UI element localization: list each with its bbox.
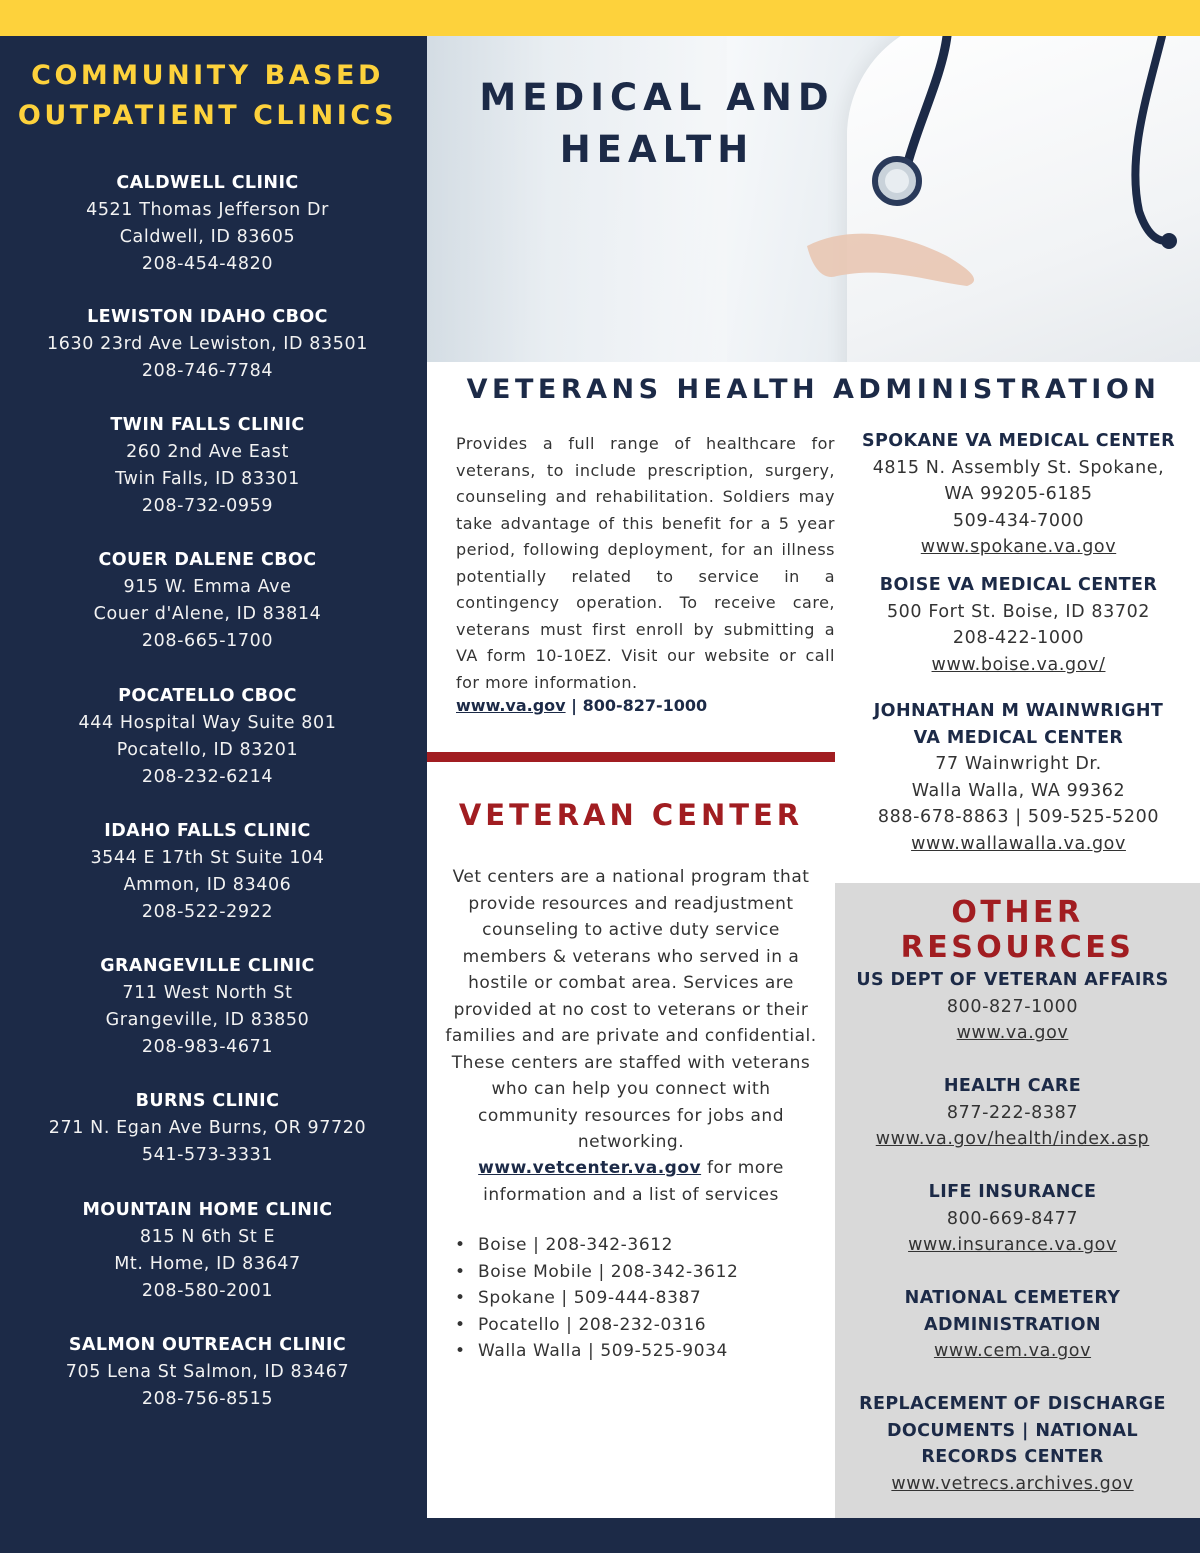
clinic-name: CALDWELL CLINIC bbox=[116, 173, 299, 193]
clinic-card bbox=[0, 304, 415, 385]
clinic-address: 915 W. Emma Ave bbox=[123, 577, 292, 597]
resource-card bbox=[835, 1391, 1190, 1497]
clinic-name: MOUNTAIN HOME CLINIC bbox=[82, 1200, 333, 1220]
center-name: JOHNATHAN M WAINWRIGHT VA MEDICAL CENTER bbox=[873, 701, 1164, 748]
resource-card bbox=[835, 967, 1190, 1047]
clinic-address: 3544 E 17th St Suite 104 bbox=[90, 848, 325, 868]
medical-center-card bbox=[837, 428, 1200, 561]
clinic-phone[interactable]: 208-232-6214 bbox=[141, 767, 274, 787]
resource-phone[interactable]: 800-827-1000 bbox=[946, 996, 1079, 1017]
clinic-phone[interactable]: 208-732-0959 bbox=[141, 496, 274, 516]
clinics-sidebar bbox=[0, 36, 427, 1518]
vha-description: Provides a full range of healthcare for veterans, to include prescription, surgery, counseling and rehabilitation. Soldiers may take advantage of this benefit for a 5 year period, following deployment, for an illness potentially related to service in a contingency operation. To receive care, veterans must first enroll by submitting a VA form 10-10EZ. Visit our website or call for more information. bbox=[456, 434, 835, 692]
vetcenter-more-text: for more information and a list of services bbox=[483, 1158, 784, 1205]
page-title: MEDICAL AND HEALTH bbox=[479, 76, 835, 171]
clinic-address: 705 Lena St Salmon, ID 83467 bbox=[65, 1362, 350, 1382]
other-resources-panel bbox=[835, 883, 1200, 1518]
clinic-card bbox=[0, 1088, 415, 1169]
clinic-card bbox=[0, 412, 415, 520]
resource-link[interactable]: www.va.gov/health/index.asp bbox=[875, 1129, 1150, 1150]
resource-card bbox=[835, 1073, 1190, 1153]
clinic-address: 260 2nd Ave East bbox=[126, 442, 289, 462]
clinic-city: Mt. Home, ID 83647 bbox=[114, 1254, 301, 1274]
clinic-phone[interactable]: 208-665-1700 bbox=[141, 631, 274, 651]
medical-center-card bbox=[837, 698, 1200, 858]
veteran-center-more bbox=[441, 1155, 821, 1208]
bottom-accent-bar bbox=[0, 1518, 1200, 1553]
clinic-phone[interactable]: 208-454-4820 bbox=[141, 254, 274, 274]
vetcenter-website-link[interactable]: www.vetcenter.va.gov bbox=[478, 1158, 702, 1178]
center-city: WA 99205-6185 bbox=[944, 484, 1093, 505]
resource-phone[interactable]: 877-222-8387 bbox=[946, 1102, 1079, 1123]
clinic-name: POCATELLO CBOC bbox=[118, 686, 297, 706]
clinic-card bbox=[0, 683, 415, 791]
center-website-link[interactable]: www.spokane.va.gov bbox=[920, 537, 1117, 558]
clinic-name: IDAHO FALLS CLINIC bbox=[104, 821, 311, 841]
resource-card bbox=[835, 1179, 1190, 1259]
clinic-phone[interactable]: 208-522-2922 bbox=[141, 902, 274, 922]
hero-photo bbox=[427, 36, 1200, 362]
clinic-card bbox=[0, 1332, 415, 1413]
center-phone[interactable]: 509-434-7000 bbox=[952, 510, 1085, 531]
clinic-name: GRANGEVILLE CLINIC bbox=[100, 956, 315, 976]
vha-contact bbox=[456, 696, 835, 715]
resource-card bbox=[835, 1285, 1190, 1365]
clinic-phone[interactable]: 541-573-3331 bbox=[141, 1145, 274, 1165]
clinic-card bbox=[0, 547, 415, 655]
list-item: • Boise Mobile | 208-342-3612 bbox=[455, 1259, 815, 1286]
clinic-address: 271 N. Egan Ave Burns, OR 97720 bbox=[48, 1118, 367, 1138]
clinic-card bbox=[0, 818, 415, 926]
list-item: • Boise | 208-342-3612 bbox=[455, 1232, 815, 1259]
resource-name: US DEPT OF VETERAN AFFAIRS bbox=[856, 970, 1169, 990]
resource-link[interactable]: www.cem.va.gov bbox=[933, 1341, 1092, 1362]
clinic-name: LEWISTON IDAHO CBOC bbox=[87, 307, 328, 327]
resource-name: LIFE INSURANCE bbox=[928, 1182, 1097, 1202]
resource-link[interactable]: www.va.gov bbox=[956, 1023, 1069, 1044]
clinic-card bbox=[0, 1197, 415, 1305]
section-divider bbox=[427, 752, 835, 762]
vha-heading: VETERANS HEALTH ADMINISTRATION bbox=[466, 374, 1161, 405]
clinic-city: Grangeville, ID 83850 bbox=[105, 1010, 310, 1030]
center-phone[interactable]: 208-422-1000 bbox=[952, 628, 1085, 649]
clinic-city: Pocatello, ID 83201 bbox=[116, 740, 299, 760]
medical-center-card bbox=[837, 572, 1200, 678]
center-website-link[interactable]: www.wallawalla.va.gov bbox=[911, 833, 1126, 854]
clinic-city: Couer d'Alene, ID 83814 bbox=[93, 604, 322, 624]
resource-link[interactable]: www.insurance.va.gov bbox=[908, 1235, 1117, 1256]
resource-link[interactable]: www.vetrecs.archives.gov bbox=[891, 1473, 1134, 1494]
center-phone[interactable]: 888-678-8863 | 509-525-5200 bbox=[877, 807, 1160, 828]
clinic-name: SALMON OUTREACH CLINIC bbox=[68, 1335, 347, 1355]
clinic-address: 711 West North St bbox=[122, 983, 293, 1003]
clinic-card bbox=[0, 170, 415, 278]
clinic-address: 444 Hospital Way Suite 801 bbox=[78, 713, 337, 733]
main-content bbox=[427, 36, 1200, 1518]
clinic-phone[interactable]: 208-756-8515 bbox=[141, 1389, 274, 1409]
resource-name: HEALTH CARE bbox=[943, 1076, 1082, 1096]
center-name: SPOKANE VA MEDICAL CENTER bbox=[862, 431, 1175, 451]
clinic-city: Twin Falls, ID 83301 bbox=[115, 469, 300, 489]
clinic-city: Caldwell, ID 83605 bbox=[119, 227, 296, 247]
clinic-name: TWIN FALLS CLINIC bbox=[110, 415, 305, 435]
clinic-address: 1630 23rd Ave Lewiston, ID 83501 bbox=[47, 334, 368, 354]
other-resources-heading: OTHER RESOURCES bbox=[900, 895, 1135, 965]
clinic-phone[interactable]: 208-746-7784 bbox=[141, 361, 274, 381]
veteran-center-locations bbox=[455, 1232, 815, 1365]
resource-phone[interactable]: 800-669-8477 bbox=[946, 1208, 1079, 1229]
list-item: • Pocatello | 208-232-0316 bbox=[455, 1312, 815, 1339]
list-item: • Spokane | 509-444-8387 bbox=[455, 1285, 815, 1312]
clinic-address: 815 N 6th St E bbox=[139, 1227, 276, 1247]
resource-name: NATIONAL CEMETERY ADMINISTRATION bbox=[904, 1288, 1121, 1335]
center-address: 77 Wainwright Dr. bbox=[935, 754, 1102, 775]
clinic-name: COUER DALENE CBOC bbox=[98, 550, 317, 570]
center-website-link[interactable]: www.boise.va.gov/ bbox=[931, 654, 1106, 675]
resource-name: REPLACEMENT OF DISCHARGE DOCUMENTS | NATIONAL RECORDS CENTER bbox=[859, 1394, 1166, 1468]
clinic-card bbox=[0, 953, 415, 1061]
clinic-phone[interactable]: 208-983-4671 bbox=[141, 1037, 274, 1057]
va-website-link[interactable]: www.va.gov bbox=[456, 696, 566, 715]
va-phone: | 800-827-1000 bbox=[571, 696, 708, 715]
list-item: • Walla Walla | 509-525-9034 bbox=[455, 1338, 815, 1365]
clinic-phone[interactable]: 208-580-2001 bbox=[141, 1281, 274, 1301]
veteran-center-heading: VETERAN CENTER bbox=[458, 798, 804, 832]
sidebar-title: COMMUNITY BASED OUTPATIENT CLINICS bbox=[17, 60, 398, 131]
clinic-name: BURNS CLINIC bbox=[135, 1091, 280, 1111]
center-city: Walla Walla, WA 99362 bbox=[911, 780, 1126, 801]
center-name: BOISE VA MEDICAL CENTER bbox=[879, 575, 1158, 595]
veteran-center-description: Vet centers are a national program that provide resources and readjustment counseling to active duty service members & veterans who served in a hostile or combat area. Services are provided at no cost to veterans or their families and are private and confidential. These centers are staffed with veterans who can help you connect with community resources for jobs and networking. bbox=[445, 867, 817, 1152]
clinic-address: 4521 Thomas Jefferson Dr bbox=[86, 200, 329, 220]
center-address: 500 Fort St. Boise, ID 83702 bbox=[886, 601, 1151, 622]
clinic-city: Ammon, ID 83406 bbox=[123, 875, 292, 895]
center-address: 4815 N. Assembly St. Spokane, bbox=[872, 457, 1165, 478]
top-accent-bar bbox=[0, 0, 1200, 36]
